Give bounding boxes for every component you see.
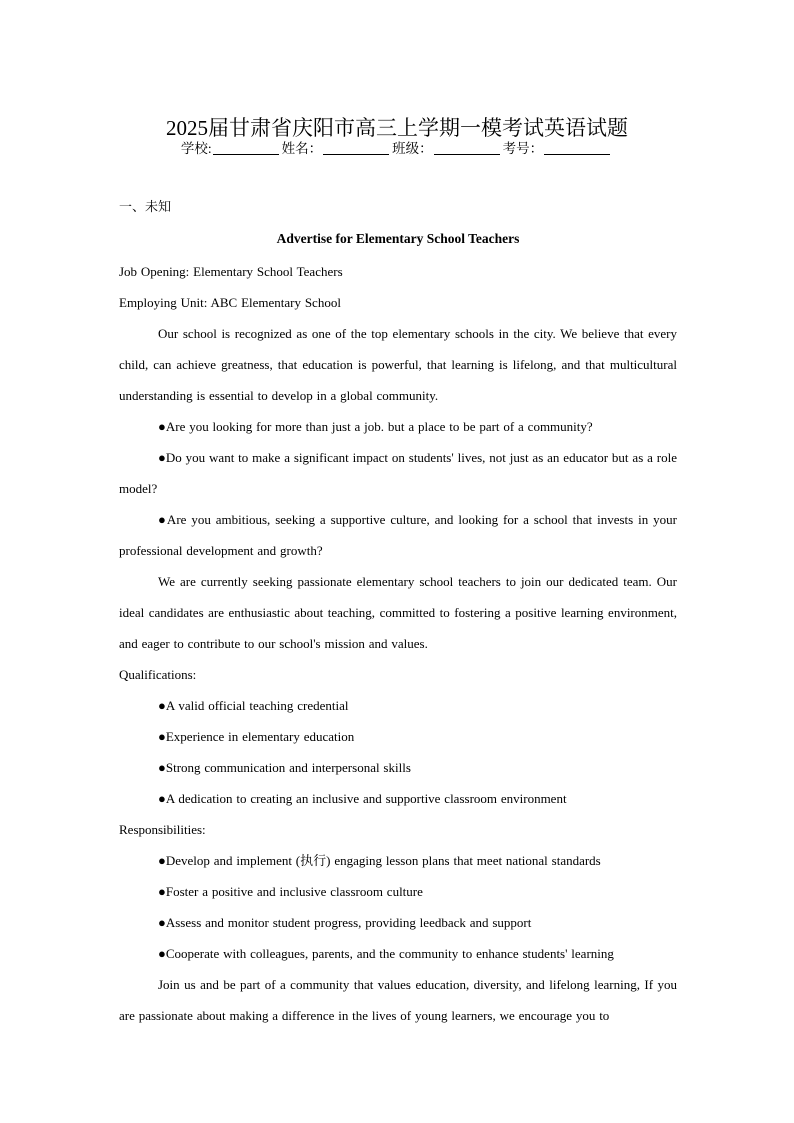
passage-paragraph: ●Experience in elementary education	[158, 729, 355, 744]
passage-paragraph: ●Cooperate with colleagues, parents, and the community to enhance students' learning	[158, 946, 614, 961]
class-field	[392, 141, 501, 156]
passage-paragraph: Job Opening: Elementary School Teachers	[119, 264, 343, 279]
class-blank[interactable]	[434, 140, 500, 155]
passage-paragraph: ●A valid official teaching credential	[158, 698, 349, 713]
passage-paragraph: ●Are you ambitious, seeking a supportive culture, and looking for a school that invests in your professional development and growth?	[119, 512, 677, 558]
passage-paragraph: ●Foster a positive and inclusive classroom culture	[158, 884, 423, 899]
passage-paragraph: ●Do you want to make a significant impact on students' lives, not just as an educator but as a role model?	[119, 450, 677, 496]
passage-paragraph: ●Strong communication and interpersonal skills	[158, 760, 411, 775]
passage-paragraph: ●Are you looking for more than just a job. but a place to be part of a community?	[158, 419, 593, 434]
exam-number-label: 考号：	[502, 141, 544, 156]
document-body	[119, 196, 677, 1031]
passage-paragraph: ●Assess and monitor student progress, providing leedback and support	[158, 915, 532, 930]
passage-paragraphs	[119, 256, 677, 1031]
section-heading: 一、未知	[119, 199, 172, 214]
school-field	[181, 141, 280, 156]
passage-paragraph: ●A dedication to creating an inclusive and supportive classroom environment	[158, 791, 567, 806]
name-label: 姓名：	[281, 141, 323, 156]
exam-number-field	[503, 141, 612, 156]
school-label: 学校:	[180, 141, 212, 156]
passage-paragraph: Qualifications:	[119, 667, 197, 682]
passage-paragraph: ●Develop and implement (执行) engaging lesson plans that meet national standards	[158, 853, 601, 868]
passage-paragraph: Join us and be part of a community that values education, diversity, and lifelong learning, If you are passionate about making a difference in the lives of young learners, we encourage you to	[119, 977, 677, 1023]
name-field	[282, 141, 391, 156]
page-title: 2025届甘肃省庆阳市高三上学期一模考试英语试题	[166, 116, 628, 141]
passage-title: Advertise for Elementary School Teachers	[276, 231, 520, 246]
passage-paragraph: Employing Unit: ABC Elementary School	[119, 295, 341, 310]
exam-number-blank[interactable]	[544, 140, 610, 155]
passage-paragraph: Responsibilities:	[119, 822, 206, 837]
passage-paragraph: We are currently seeking passionate elementary school teachers to join our dedicated team. Our ideal candidates are enthusiastic about teaching, committed to fostering a positive learning environment, and eager to contribute to our school's mission and values.	[119, 574, 677, 651]
school-blank[interactable]	[213, 140, 279, 155]
student-info-fill-line	[0, 139, 794, 159]
class-label: 班级：	[392, 141, 433, 156]
name-blank[interactable]	[323, 140, 389, 155]
passage-paragraph: Our school is recognized as one of the top elementary schools in the city. We believe that every child, can achieve greatness, that education is powerful, that learning is lifelong, and that multicultural understanding is essential to develop in a global community.	[119, 326, 677, 403]
